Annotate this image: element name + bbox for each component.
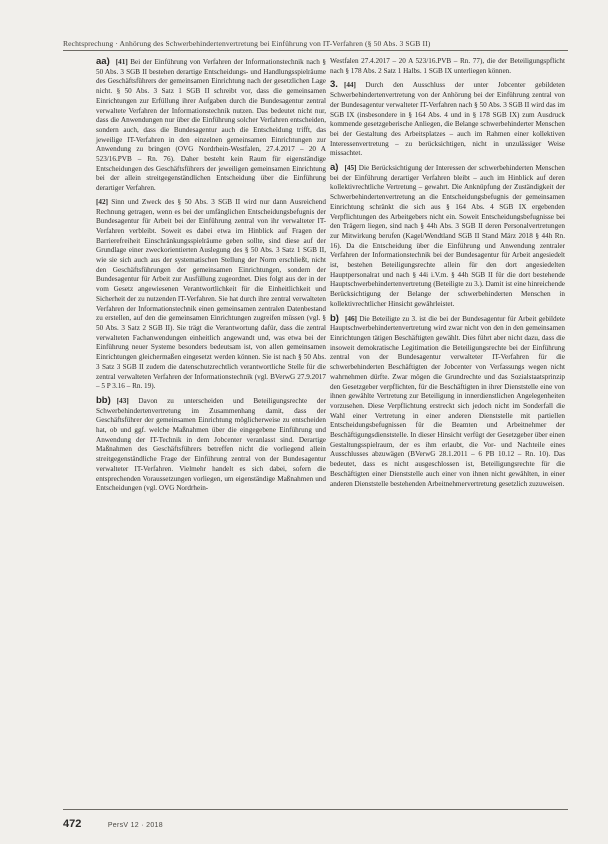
paragraph-number: [45] <box>344 164 357 173</box>
section-marker: b) <box>330 312 339 324</box>
paragraph <box>96 198 326 392</box>
paragraph-text: Westfalen 27.4.2017 – 20 A 523/16.PVB – Rn. 77), die der Beteiligungspflicht nach § 178 Abs. 2 Satz 1 Halbs. 1 SGB IX unterliegen können. <box>330 57 565 75</box>
page-number: 472 <box>63 818 82 830</box>
paragraph-text: Sinn und Zweck des § 50 Abs. 3 SGB II wird nur dann Ausreichend Rechnung getragen, wenn es bei der umfänglichen Entscheidungsbefugnis der Bundesagentur für Arbeit bei der Einführung zentral von ihr verwalteter IT-Verfahren verbleibt. Soweit es dabei etwa im Hinblick auf Fragen der Barrierefreiheit Einschränkungsspielräume geben sollte, sind diese auf der Grundlage einer zweckorientierten Auslegung des § 50 Abs. 3 Satz 1 SGB II, wie sie sich auch aus der systematischen Stellung der Norm erschließt, nicht den Geschäftsführungen der gemeinsamen Einrichtungen, sondern der Bundesagentur für Arbeit zur Ausfüllung zugeordnet. Dies folgt aus der in der vom Gesetz angewiesenen Verantwortlichkeit für die Einheitlichkeit und Sicherheit der zu nutzenden IT-Verfahren. Sie hat durch ihre zentral verwalteten Verfahren der Informationstechnik einen gemeinsamen zentralen Datenbestand zu erstellen, auf den die gemeinsamen Einrichtungen zugreifen müssen (vgl. § 50 Abs. 3 Satz 2 SGB II). Sie trägt die Verantwortung dafür, dass die zentral verwalteten Fachanwendungen einheitlich angewandt und, was etwa bei der Einführung neuer Systeme besonders bedeutsam ist, von allen gemeinsamen Einrichtungen gleichermaßen eingesetzt werden können. Sie ist nach § 50 Abs. 3 Satz 3 SGB II zudem die datenschutzrechtlich verantwortliche Stelle für die zentral verwalteten Verfahren der Informationstechnik (vgl. BVerwG 27.9.2017 – 5 P 3.16 – Rn. 19). <box>96 197 326 391</box>
paragraph-text: Davon zu unterscheiden und Beteiligungsrechte der Schwerbehindertenvertretung im Zusammenhang damit, dass der Geschäftsführer der gemeinsamen Einrichtung möglicherweise zu entscheiden hat, ob und ggf. welche Maßnahmen über die eingegebene Einführung und Anwendung der IT-Technik in dem Jobcenter veranlasst sind. Derartige Maßnahmen des Geschäftsführers betreffen nicht die vorliegend allein streitgegenständliche Frage der Einführung zentral von der Bundesagentur verwalteter IT-Verfahren. Vielmehr handelt es sich dabei, sofern die entsprechenden Voraussetzungen vorliegen, um eigenständige Maßnahmen und Entscheidungen (vgl. OVG Nordrhein- <box>96 396 326 493</box>
page-footer <box>63 814 163 832</box>
paragraph <box>330 57 565 76</box>
paragraph <box>330 163 565 310</box>
left-column <box>96 57 326 498</box>
paragraph-text: Bei der Einführung von Verfahren der Informationstechnik nach § 50 Abs. 3 SGB II bestehen derartige Entscheidungs- und Handlungsspielräume des Geschäftsführers der gemeinsamen Einrichtung nach der gesetzlichen Lage nicht. § 50 Abs. 3 Satz 1 SGB II schreibt vor, dass die gemeinsamen Einrichtungen zur Erfüllung ihrer Aufgaben durch die Bundesagentur zentral verwaltete Verfahren der Informationstechnik nutzen. Das bedeutet nicht nur, dass die Anwendungen nur über die Einführung solcher Verfahren entscheiden, sondern auch, dass die Bundesagentur auch die Entscheidung trifft, das jeweilige IT-Verfahren in den einzelnen gemeinsamen Einrichtungen zur Anwendung zu bringen (OVG Nordrhein-Westfalen, 27.4.2017 – 20 A 523/16.PVB – Rn. 76). Daher besteht kein Raum für eigenständige Entscheidungen des Geschäftsführers der jeweiligen gemeinsamen Einrichtung bei der allein streitgegenständlichen Entscheidung über die Einführung derartiger Verfahren. <box>96 58 326 193</box>
journal-citation: PersV 12 · 2018 <box>107 822 163 829</box>
paragraph-text: Die Berücksichtigung der Interessen der schwerbehinderten Menschen bei der Einführung derartiger Verfahren bleibt – auch im Hinblick auf deren kollektivrechtliche Vertretung – gewahrt. Die Anknüpfung der Zuständigkeit der Schwerbehindertenvertretung an die Entscheidungsbefugnis der gemeinsamen Einrichtung schränkt die sich aus § 164 Abs. 4 SGB IX ergebenden Verpflichtungen des Arbeitgebers nicht ein. Soweit Entscheidungsbefugnisse bei den Trägern liegen, sind nach § 44h Abs. 3 SGB II deren Personalvertretungen zur Mitwirkung berufen (Kagel/Wendtland SGB II Stand März 2018 § 44h Rn. 16). Da die Entscheidung über die Einführung und Anwendung zentraler Verfahren der Informationstechnik bei der Bundesagentur für Arbeit angesiedelt ist, bestehen Beteiligungsrechte allein für den dort angesiedelten Hauptpersonalrat und nach § 44i i.V.m. § 44h SGB II für die dort bestehende Hauptschwerbehindertenvertretung (Beteiligte zu 3.). Damit ist eine hinreichende Berücksichtigung der Belange der schwerbehinderten Menschen in kollektivrechtlicher Hinsicht gewährleistet. <box>330 164 565 308</box>
section-marker: bb) <box>96 394 111 406</box>
section-marker: a) <box>330 162 339 174</box>
paragraph-number: [44] <box>343 81 356 90</box>
paragraph-number: [46] <box>344 314 357 323</box>
paragraph-number: [41] <box>115 58 128 66</box>
paragraph-text: Die Beteiligte zu 3. ist die bei der Bundesagentur für Arbeit gebildete Hauptschwerbehindertenvertretung wird zwar nicht von den in den gemeinsamen Einrichtungen tätigen Beschäftigten gewählt. Dies führt aber nicht dazu, dass die insoweit demokratische Legitimation die Beteiligungsrechte bei der Einführung zentral von der Bundesagentur verwalteter IT-Verfahren für die schwerbehinderten Beschäftigten der Jobcenter von Verfassungs wegen nicht wahrnehmen dürfte. Zwar mögen die Grundrechte und das Sozialstaatsprinzip den Gesetzgeber verpflichten, für die Beschäftigten in ihrer Dienststelle eine von ihnen gewählte Vertretung zur Beteiligung in innerdienstlichen Angelegenheiten vorzusehen. Diese Verpflichtung erstreckt sich jedoch nicht im Sonderfall die Wahl einer Vertretung in einer anderen Dienststelle mit partiellen Entscheidungsbefugnissen für die Beamten und Arbeitnehmer der Beschäftigungsdienststelle. In dieser Hinsicht verfügt der Gesetzgeber über einen Gestaltungsspielraum, der es ihm erlaubt, die Vor- und Nachteile eines Ausschlusses abzuwägen (BVerwG 28.1.2011 – 6 PB 10.12 – Rn. 10). Das bedeutet, dass es nicht ausgeschlossen ist, Beteiligungsrechte für die Beschäftigten einer Dienststelle auch einer von ihnen nicht gewählten, in einer anderen Dienststelle bestehenden Arbeitnehmervertretung gesetzlich zuzuweisen. <box>330 314 566 488</box>
paragraph <box>330 314 565 490</box>
section-marker: aa) <box>96 56 110 67</box>
section-marker: 3. <box>330 79 338 91</box>
running-header: Rechtsprechung · Anhörung des Schwerbehindertenvertretung bei Einführung von IT-Verfahren (§ 50 Abs. 3 SGB II) <box>63 39 431 48</box>
right-column <box>330 57 565 493</box>
header-rule <box>63 50 568 51</box>
paragraph-number: [43] <box>116 396 129 405</box>
footer-rule <box>63 809 568 810</box>
paragraph-number: [42] <box>96 197 108 206</box>
paragraph-text: Durch den Ausschluss der unter Jobcenter gebildeten Schwerbehindertenvertretung von der Anhörung bei der Einführung zentral von der Bundesagentur verwalteter IT-Verfahren nach § 50 Abs. 3 SGB II wird das im SGB IX (insbesondere in § 164 Abs. 4 und in § 178 SGB IX) zum Ausdruck kommende gesetzgeberische Anliegen, die Belange schwerbehinderter Menschen bei der Gestaltung des Arbeitsplatzes – auch im Rahmen einer kollektiven Interessenvertretung – zu berücksichtigen, nicht in unzulässiger Weise missachtet. <box>330 81 565 158</box>
paragraph <box>96 396 326 494</box>
paragraph <box>330 80 565 159</box>
paragraph <box>96 57 326 194</box>
